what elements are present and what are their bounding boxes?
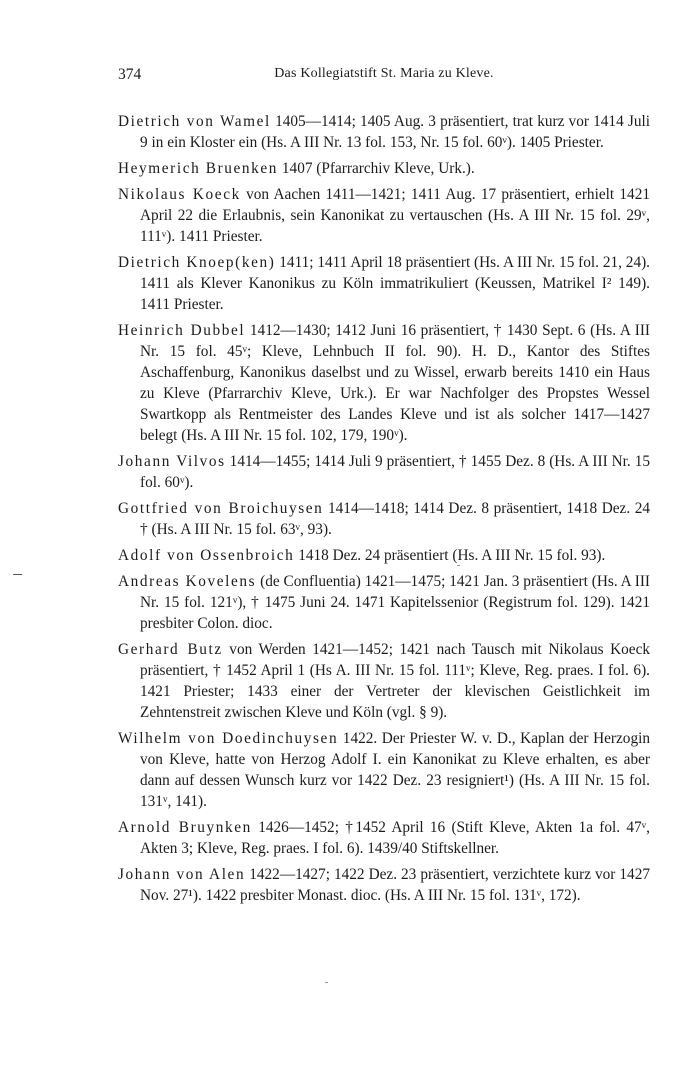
list-item xyxy=(118,545,650,566)
entry-name: Heinrich Dubbel xyxy=(118,322,246,339)
entry-name: Andreas Kovelens xyxy=(118,573,257,590)
entry-list xyxy=(118,111,650,911)
list-item xyxy=(118,498,650,540)
entry-text: von Werden 1421—1452; 1421 nach Tausch mit Nikolaus Koeck präsentiert, † 1452 April 1 (Hs A. III Nr. 15 fol. 111ᵛ; Kleve, Reg. praes. I fol. 6). 1421 Priester; 1433 einer der Vertreter der klevischen Geistlichkeit im Zehntenstreit zwischen Kleve und Köln (vgl. § 9). xyxy=(140,641,651,721)
list-item xyxy=(118,184,650,247)
entry-name: Gottfried von Broichuysen xyxy=(118,500,324,517)
entry-text: 1411; 1411 April 18 präsentiert (Hs. A III Nr. 15 fol. 21, 24). 1411 als Klever Kanonikus zu Köln immatrikuliert (Keussen, Matrikel I² 149). 1411 Priester. xyxy=(140,254,651,313)
list-item xyxy=(118,111,650,153)
scan-speck xyxy=(457,565,460,566)
entry-text: 1407 (Pfarrarchiv Kleve, Urk.). xyxy=(281,160,475,177)
entry-name: Dietrich Knoep(ken) xyxy=(118,254,276,271)
entry-text: 1414—1418; 1414 Dez. 8 präsentiert, 1418 Dez. 24 † (Hs. A III Nr. 15 fol. 63ᵛ, 93). xyxy=(140,500,650,538)
entry-name: Nikolaus Koeck xyxy=(118,186,241,203)
page-number: 374 xyxy=(118,66,142,83)
list-item xyxy=(118,158,650,179)
list-item xyxy=(118,639,650,723)
entry-name: Dietrich von Wamel xyxy=(118,113,271,130)
list-item xyxy=(118,864,650,906)
list-item xyxy=(118,571,650,634)
list-item xyxy=(118,817,650,859)
entry-text: 1426—1452; †1452 April 16 (Stift Kleve, Akten 1a fol. 47ᵛ, Akten 3; Kleve, Reg. praes. I fol. 6). 1439/40 Stiftskellner. xyxy=(140,819,651,857)
entry-name: Adolf von Ossenbroich xyxy=(118,547,295,564)
entry-text: (de Confluentia) 1421—1475; 1421 Jan. 3 präsentiert (Hs. A III Nr. 15 fol. 121ᵛ), † 1475 Juni 24. 1471 Kapitelssenior (Registrum fol. 129). 1421 presbiter Colon. dioc. xyxy=(140,573,651,632)
entry-text: 1414—1455; 1414 Juli 9 präsentiert, † 1455 Dez. 8 (Hs. A III Nr. 15 fol. 60ᵛ). xyxy=(140,453,651,491)
entry-text: von Aachen 1411—1421; 1411 Aug. 17 präsentiert, erhielt 1421 April 22 die Erlaubnis, sein Kanonikat zu vertauschen (Hs. A III Nr. 15 fol. 29ᵛ, 111ᵛ). 1411 Priester. xyxy=(140,186,650,245)
entry-text: 1418 Dez. 24 präsentiert (Hs. A III Nr. 15 fol. 93). xyxy=(298,547,606,564)
entry-name: Heymerich Bruenken xyxy=(118,160,279,177)
entry-name: Gerhard Butz xyxy=(118,641,223,658)
page-header xyxy=(118,66,650,92)
entry-name: Johann Vilvos xyxy=(118,453,226,470)
margin-mark xyxy=(13,574,22,575)
list-item xyxy=(118,320,650,446)
entry-text: 1405—1414; 1405 Aug. 3 präsentiert, trat kurz vor 1414 Juli 9 in ein Kloster ein (Hs. A III Nr. 13 fol. 153, Nr. 15 fol. 60ᵛ). 1405 Priester. xyxy=(140,113,651,151)
entry-name: Arnold Bruynken xyxy=(118,819,252,836)
entry-name: Johann von Alen xyxy=(118,866,246,883)
entry-name: Wilhelm von Doedinchuysen xyxy=(118,730,339,747)
list-item xyxy=(118,451,650,493)
running-title: Das Kollegiatstift St. Maria zu Kleve. xyxy=(274,66,494,81)
entry-text: 1422—1427; 1422 Dez. 23 präsentiert, verzichtete kurz vor 1427 Nov. 27¹). 1422 presbiter Monast. dioc. (Hs. A III Nr. 15 fol. 131ᵛ, 172). xyxy=(140,866,650,904)
scan-speck xyxy=(325,982,328,983)
entry-text: 1412—1430; 1412 Juni 16 präsentiert, † 1430 Sept. 6 (Hs. A III Nr. 15 fol. 45ᵛ; Kleve, Lehnbuch II fol. 90). H. D., Kantor des Stiftes Aschaffenburg, Kanonikus daselbst und zu Wissel, erwarb bereits 1410 ein Haus zu Kleve (Pfarrarchiv Kleve, Urk.). Er war Nachfolger des Propstes Wessel Swartkopp als Rentmeister des Landes Kleve und ist als solcher 1417—1427 belegt (Hs. A III Nr. 15 fol. 102, 179, 190ᵛ). xyxy=(140,322,651,444)
list-item xyxy=(118,728,650,812)
list-item xyxy=(118,252,650,315)
entry-text: 1422. Der Priester W. v. D., Kaplan der Herzogin von Kleve, hatte von Herzog Adolf I. ein Kanonikat zu Kleve erhalten, es aber dann auf dessen Wunsch kurz vor 1422 Dez. 23 resigniert¹) (Hs. A III Nr. 15 fol. 131ᵛ, 141). xyxy=(140,730,650,810)
